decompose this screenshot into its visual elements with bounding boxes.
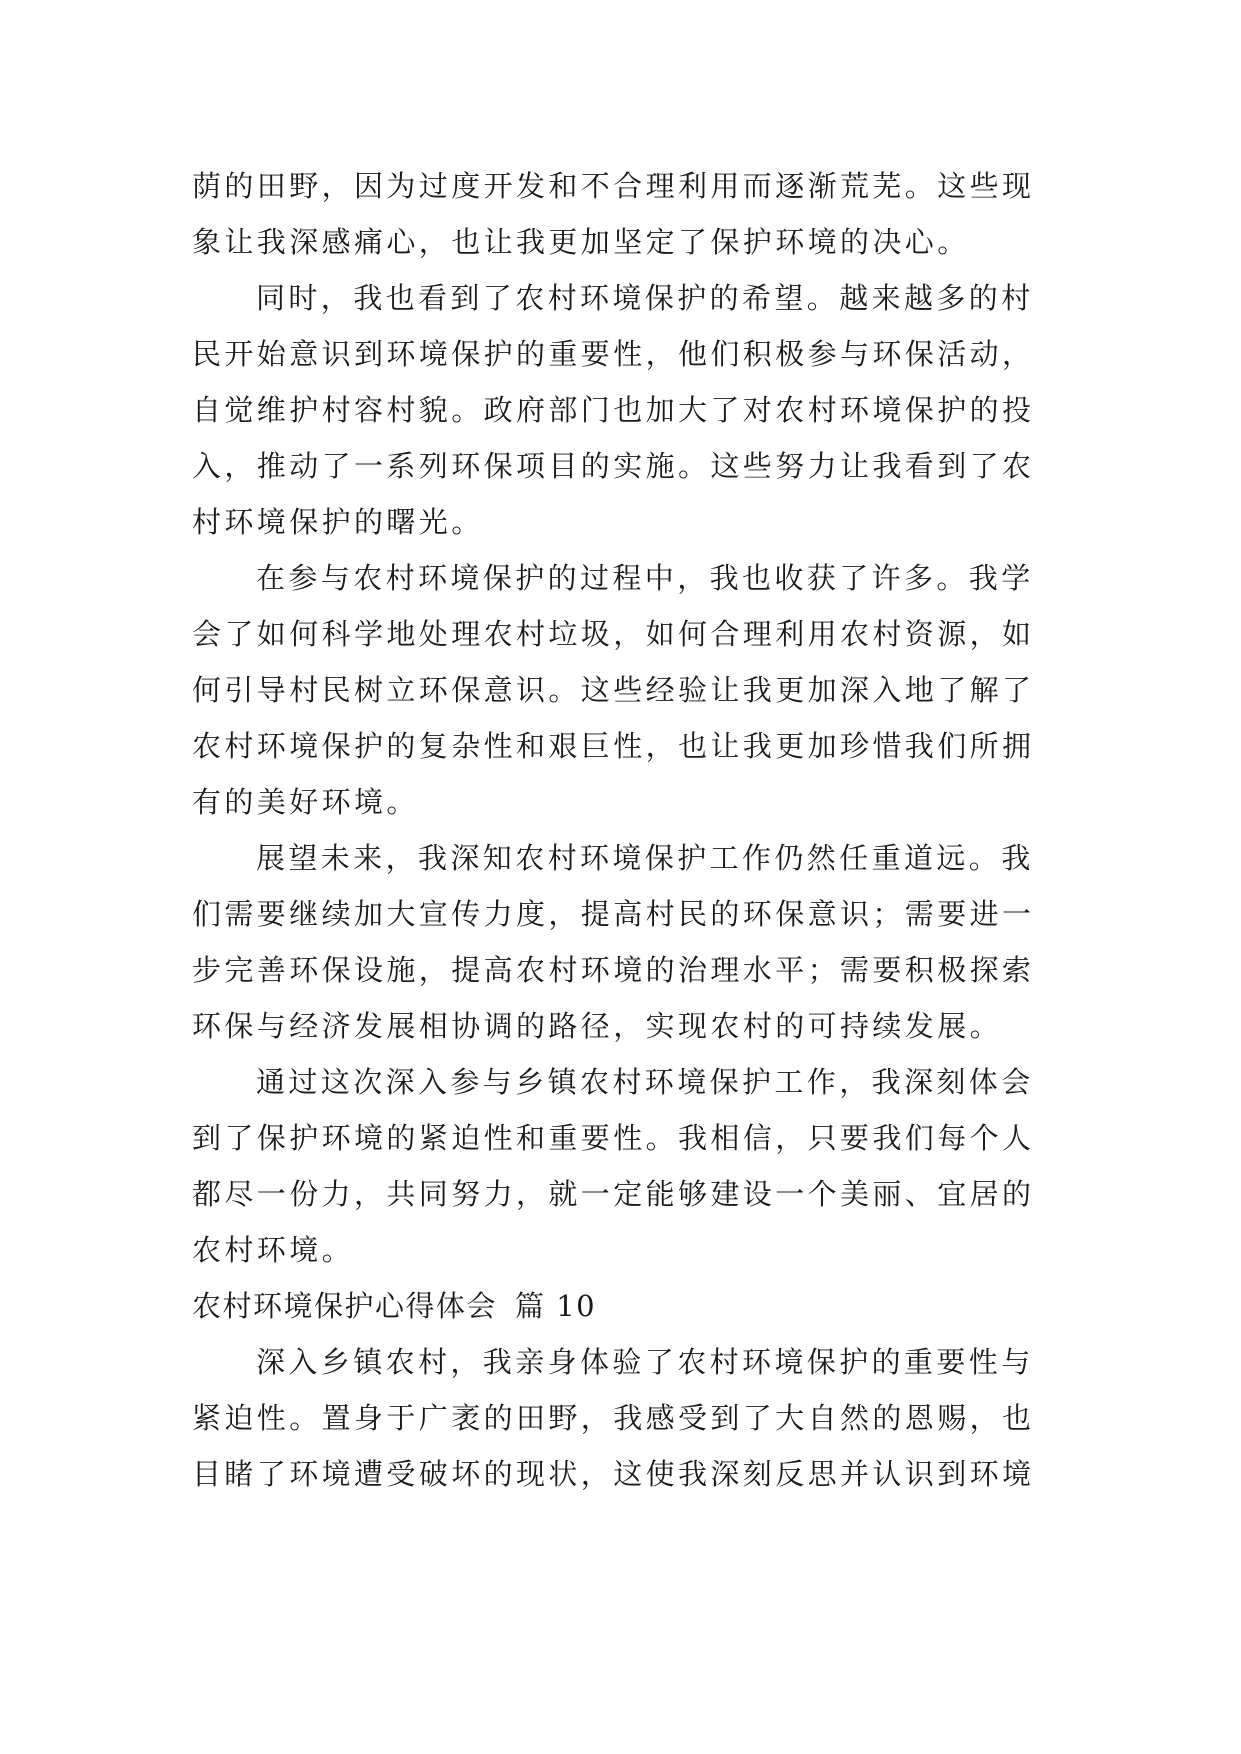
- text-line: 都尽一份力，共同努力，就一定能够建设一个美丽、宜居的: [192, 1177, 1035, 1211]
- paragraphs-after-heading: [192, 1334, 1072, 1502]
- text-line: 农村环境。: [192, 1233, 355, 1267]
- text-line: 入，推动了一系列环保项目的实施。这些努力让我看到了农: [192, 449, 1035, 483]
- text-line: 有的美好环境。: [192, 785, 419, 819]
- text-line: 到了保护环境的紧迫性和重要性。我相信，只要我们每个人: [192, 1121, 1035, 1155]
- text-line: 农村环境保护的复杂性和艰巨性，也让我更加珍惜我们所拥: [192, 729, 1035, 763]
- paragraph: [192, 1054, 1072, 1278]
- section-heading-title: 农村环境保护心得体会: [192, 1289, 498, 1323]
- text-line: 村环境保护的曙光。: [192, 505, 484, 539]
- text-line: 目睹了环境遭受破坏的现状，这使我深刻反思并认识到环境: [192, 1457, 1035, 1491]
- text-line: 环保与经济发展相协调的路径，实现农村的可持续发展。: [192, 1009, 1003, 1043]
- paragraph: [192, 158, 1072, 270]
- text-line: 同时，我也看到了农村环境保护的希望。越来越多的村: [256, 281, 1034, 315]
- text-line: 深入乡镇农村，我亲身体验了农村环境保护的重要性与: [256, 1345, 1034, 1379]
- text-line: 通过这次深入参与乡镇农村环境保护工作，我深刻体会: [256, 1065, 1034, 1099]
- text-line: 步完善环保设施，提高农村环境的治理水平；需要积极探索: [192, 953, 1035, 987]
- text-line: 在参与农村环境保护的过程中，我也收获了许多。我学: [256, 561, 1034, 595]
- section-heading: [192, 1278, 1072, 1334]
- document-body: [192, 158, 1072, 1502]
- text-line: 自觉维护村容村貌。政府部门也加大了对农村环境保护的投: [192, 393, 1035, 427]
- paragraph: [192, 830, 1072, 1054]
- text-line: 何引导村民树立环保意识。这些经验让我更加深入地了解了: [192, 673, 1035, 707]
- paragraphs-before-heading: [192, 158, 1072, 1278]
- section-heading-number: 篇 10: [515, 1289, 597, 1323]
- paragraph: [192, 550, 1072, 830]
- text-line: 会了如何科学地处理农村垃圾，如何合理利用农村资源，如: [192, 617, 1035, 651]
- text-line: 们需要继续加大宣传力度，提高村民的环保意识；需要进一: [192, 897, 1035, 931]
- text-line: 展望未来，我深知农村环境保护工作仍然任重道远。我: [256, 841, 1034, 875]
- text-line: 民开始意识到环境保护的重要性，他们积极参与环保活动，: [192, 337, 1035, 371]
- paragraph: [192, 270, 1072, 550]
- text-line: 荫的田野，因为过度开发和不合理利用而逐渐荒芜。这些现: [192, 169, 1035, 203]
- text-line: 紧迫性。置身于广袤的田野，我感受到了大自然的恩赐，也: [192, 1401, 1035, 1435]
- paragraph: [192, 1334, 1072, 1502]
- text-line: 象让我深感痛心，也让我更加坚定了保护环境的决心。: [192, 225, 970, 259]
